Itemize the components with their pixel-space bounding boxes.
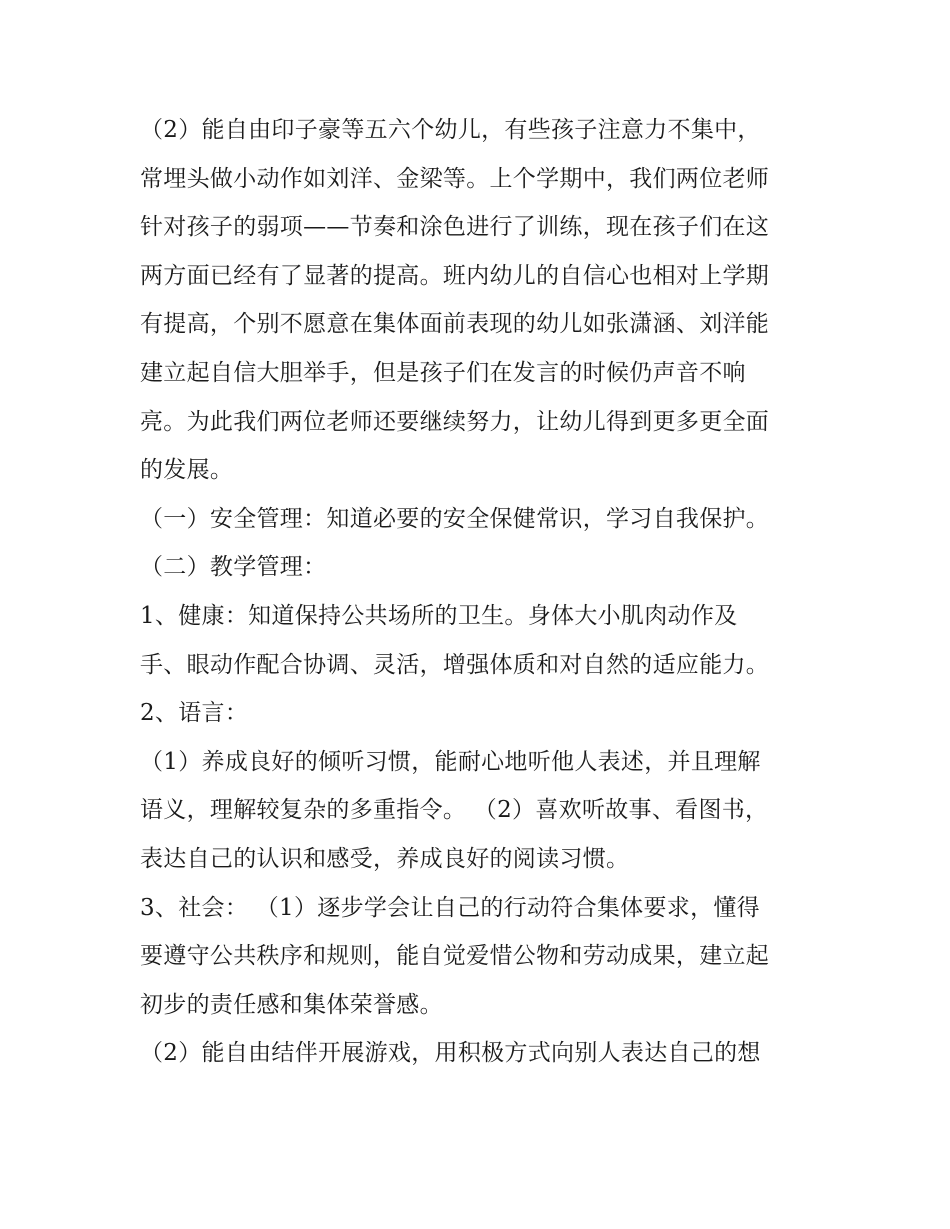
text-line: 两方面已经有了显著的提高。班内幼儿的自信心也相对上学期 bbox=[140, 262, 770, 289]
text-line: （1）养成良好的倾听习惯，能耐心地听他人表述，并且理解 bbox=[140, 748, 761, 775]
text-line: （2）能自由结伴开展游戏，用积极方式向别人表达自己的想 bbox=[140, 1040, 761, 1067]
section-heading-safety: （一）安全管理：知道必要的安全保健常识，学习自我保护。 bbox=[140, 505, 770, 532]
text-line: 的发展。 bbox=[140, 457, 234, 484]
text-line: 1、健康：知道保持公共场所的卫生。身体大小肌肉动作及 bbox=[140, 602, 738, 629]
document-body bbox=[140, 106, 820, 1078]
subsection-heading-language: 2、语言： bbox=[140, 700, 249, 727]
text-line: 常埋头做小动作如刘洋、金梁等。上个学期中，我们两位老师 bbox=[140, 165, 770, 192]
text-line: 亮。为此我们两位老师还要继续努力，让幼儿得到更多更全面 bbox=[140, 408, 770, 435]
text-line: 手、眼动作配合协调、灵活，增强体质和对自然的适应能力。 bbox=[140, 651, 770, 678]
text-line: 表达自己的认识和感受，养成良好的阅读习惯。 bbox=[140, 845, 630, 872]
text-line: 针对孩子的弱项——节奏和涂色进行了训练，现在孩子们在这 bbox=[140, 214, 770, 241]
section-heading-teaching: （二）教学管理： bbox=[140, 554, 327, 581]
text-line: 初步的责任感和集体荣誉感。 bbox=[140, 991, 443, 1018]
text-line: 要遵守公共秩序和规则，能自觉爱惜公物和劳动成果，建立起 bbox=[140, 943, 770, 970]
text-line: 语义，理解较复杂的多重指令。 （2）喜欢听故事、看图书， bbox=[140, 797, 769, 824]
text-line: 建立起自信大胆举手，但是孩子们在发言的时候仍声音不响 bbox=[140, 359, 746, 386]
text-line: （2）能自由印子豪等五六个幼儿，有些孩子注意力不集中， bbox=[140, 117, 761, 143]
text-line: 3、社会： （1）逐步学会让自己的行动符合集体要求，懂得 bbox=[140, 894, 760, 921]
text-line: 有提高，个别不愿意在集体面前表现的幼儿如张潇涵、刘洋能 bbox=[140, 311, 770, 338]
